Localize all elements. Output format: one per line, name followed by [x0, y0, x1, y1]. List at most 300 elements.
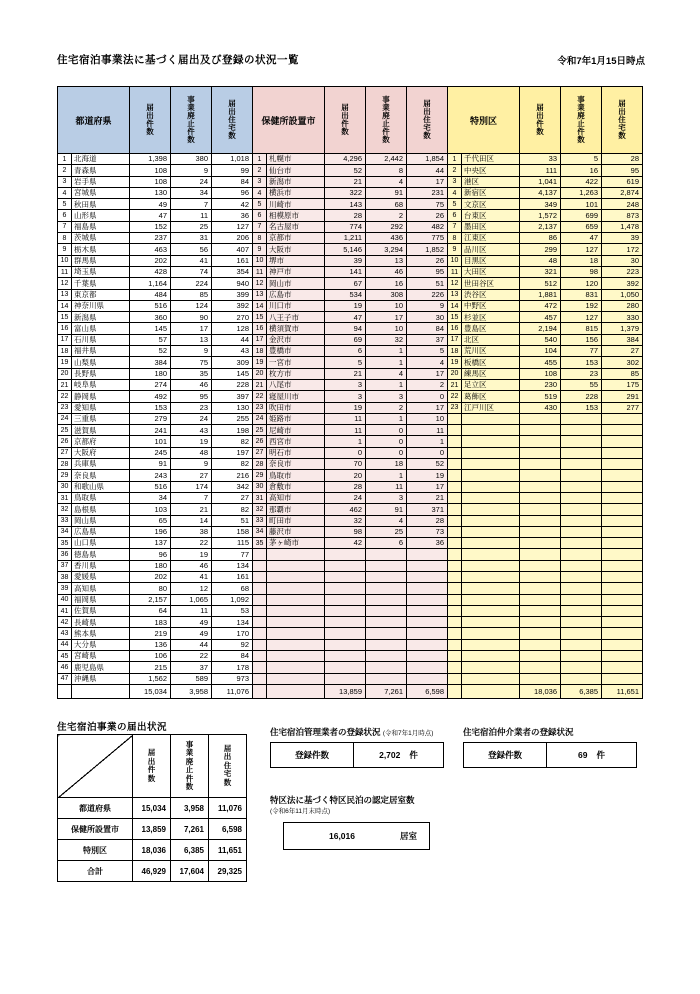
row-number: 23: [253, 402, 267, 413]
stat-value: 99: [212, 165, 253, 176]
stat-value: [520, 504, 561, 515]
stat-value: 95: [407, 266, 448, 277]
stat-value: 484: [130, 289, 171, 300]
main-table-row: [58, 470, 643, 481]
stat-value: 156: [561, 334, 602, 345]
area-name: [462, 447, 520, 458]
area-name: 宮崎県: [72, 651, 130, 662]
area-name: 品川区: [462, 244, 520, 255]
stat-value: 17: [171, 323, 212, 334]
stat-value: 136: [130, 639, 171, 650]
row-number: [448, 504, 462, 515]
row-number: 45: [58, 651, 72, 662]
main-column-header: 事 業 廃 止 件 数: [561, 87, 602, 154]
stat-value: 17: [407, 402, 448, 413]
stat-value: 330: [602, 312, 643, 323]
summary-value: 6,385: [171, 840, 209, 861]
stat-value: 7: [171, 492, 212, 503]
stat-value: [407, 549, 448, 560]
stat-value: [366, 605, 407, 616]
row-number: 13: [448, 289, 462, 300]
main-table-row: [58, 391, 643, 402]
stat-value: [602, 639, 643, 650]
area-name: 石川県: [72, 334, 130, 345]
stat-value: 108: [130, 176, 171, 187]
row-number: 34: [253, 526, 267, 537]
stat-value: 1,092: [212, 594, 253, 605]
main-table-row: [58, 447, 643, 458]
area-name: [267, 628, 325, 639]
stat-value: 180: [130, 368, 171, 379]
group-header-cities: 保健所設置市: [253, 87, 325, 154]
row-number: [448, 628, 462, 639]
stat-value: [520, 538, 561, 549]
stat-value: 384: [602, 334, 643, 345]
area-name: 目黒区: [462, 255, 520, 266]
stat-value: [520, 560, 561, 571]
main-table-row: [58, 289, 643, 300]
main-table-row: [58, 244, 643, 255]
total-row-blank: [253, 684, 267, 698]
row-number: 10: [253, 255, 267, 266]
row-number: 10: [448, 255, 462, 266]
stat-value: [520, 583, 561, 594]
stat-value: 19: [171, 549, 212, 560]
area-name: 渋谷区: [462, 289, 520, 300]
stat-value: 68: [366, 199, 407, 210]
stat-value: 55: [561, 379, 602, 390]
stat-value: 462: [325, 504, 366, 515]
tokku-unit: 居室: [399, 831, 417, 841]
stat-value: 4,296: [325, 154, 366, 165]
stat-value: 134: [212, 617, 253, 628]
stat-value: [520, 639, 561, 650]
stat-value: 91: [366, 187, 407, 198]
stat-value: [561, 549, 602, 560]
main-column-header: 届 出 住 宅 数: [212, 87, 253, 154]
stat-value: [602, 538, 643, 549]
stat-value: [520, 526, 561, 537]
stat-value: 31: [171, 233, 212, 244]
main-table-row: [58, 481, 643, 492]
main-table: [57, 86, 643, 699]
area-name: 新宿区: [462, 187, 520, 198]
stat-value: [602, 425, 643, 436]
row-number: [253, 673, 267, 684]
stat-value: 9: [407, 300, 448, 311]
stat-value: [407, 628, 448, 639]
main-table-row: [58, 199, 643, 210]
area-name: 長野県: [72, 368, 130, 379]
row-number: [448, 617, 462, 628]
stat-value: 371: [407, 504, 448, 515]
area-name: 横浜市: [267, 187, 325, 198]
stat-value: 321: [520, 266, 561, 277]
stat-value: 51: [407, 278, 448, 289]
stat-value: 10: [407, 413, 448, 424]
stat-value: 108: [520, 368, 561, 379]
stat-value: 94: [325, 323, 366, 334]
manager-registration-note: (令和7年1月時点): [382, 730, 434, 737]
row-number: [448, 549, 462, 560]
main-table-row: [58, 639, 643, 650]
diagonal-header-cell: [58, 735, 133, 798]
area-name: [462, 538, 520, 549]
stat-value: [561, 538, 602, 549]
stat-value: 219: [130, 628, 171, 639]
row-number: 40: [58, 594, 72, 605]
main-table-row: [58, 662, 643, 673]
stat-value: 28: [325, 481, 366, 492]
stat-value: 6: [366, 538, 407, 549]
stat-value: 178: [212, 662, 253, 673]
stat-value: 80: [130, 583, 171, 594]
row-number: 24: [58, 413, 72, 424]
stat-value: 422: [561, 176, 602, 187]
stat-value: 25: [171, 221, 212, 232]
stat-value: [407, 560, 448, 571]
page-header: [57, 52, 645, 67]
row-number: 37: [58, 560, 72, 571]
row-number: 36: [58, 549, 72, 560]
stat-value: [366, 549, 407, 560]
stat-value: 91: [130, 459, 171, 470]
area-name: 江東区: [462, 233, 520, 244]
stat-value: 0: [366, 436, 407, 447]
area-name: 那覇市: [267, 504, 325, 515]
stat-value: 231: [407, 187, 448, 198]
stat-value: 13: [366, 255, 407, 266]
stat-value: [366, 560, 407, 571]
stat-value: 26: [407, 210, 448, 221]
stat-value: 360: [130, 312, 171, 323]
stat-value: 0: [366, 425, 407, 436]
stat-value: 57: [130, 334, 171, 345]
stat-value: 101: [561, 199, 602, 210]
stat-value: 11: [366, 481, 407, 492]
stat-value: 47: [325, 312, 366, 323]
row-number: 9: [448, 244, 462, 255]
area-name: 練馬区: [462, 368, 520, 379]
stat-value: 37: [171, 662, 212, 673]
stat-value: [520, 651, 561, 662]
stat-value: 85: [602, 368, 643, 379]
stat-value: 5: [325, 357, 366, 368]
main-table-row: [58, 357, 643, 368]
stat-value: 27: [212, 492, 253, 503]
stat-value: 973: [212, 673, 253, 684]
stat-value: 815: [561, 323, 602, 334]
stat-value: 42: [325, 538, 366, 549]
stat-value: [602, 662, 643, 673]
stat-value: 2,874: [602, 187, 643, 198]
stat-value: 75: [407, 199, 448, 210]
summary-value: 6,598: [209, 819, 247, 840]
stat-value: [325, 662, 366, 673]
stat-value: 540: [520, 334, 561, 345]
row-number: 38: [58, 571, 72, 582]
area-name: 高知県: [72, 583, 130, 594]
row-number: 3: [448, 176, 462, 187]
row-number: 5: [253, 199, 267, 210]
stat-value: 299: [520, 244, 561, 255]
row-number: 21: [253, 379, 267, 390]
tokku-value: 16,016: [328, 831, 355, 841]
stat-value: [520, 605, 561, 616]
area-name: 岡山市: [267, 278, 325, 289]
stat-value: 279: [130, 413, 171, 424]
area-name: 高知市: [267, 492, 325, 503]
broker-registration-box: [463, 742, 637, 768]
main-table-row: [58, 221, 643, 232]
total-row-blank: [58, 684, 72, 698]
stat-value: 82: [212, 459, 253, 470]
summary-value: 7,261: [171, 819, 209, 840]
stat-value: 10: [366, 323, 407, 334]
row-number: 41: [58, 605, 72, 616]
row-number: 42: [58, 617, 72, 628]
stat-value: [407, 571, 448, 582]
stat-value: 46: [171, 379, 212, 390]
stat-value: 175: [602, 379, 643, 390]
total-row-blank: [462, 684, 520, 698]
area-name: 大阪府: [72, 447, 130, 458]
area-name: 静岡県: [72, 391, 130, 402]
area-name: [462, 571, 520, 582]
stat-value: [602, 504, 643, 515]
area-name: 神戸市: [267, 266, 325, 277]
stat-value: 241: [130, 425, 171, 436]
manager-registration-value: 2,702: [379, 750, 401, 760]
row-number: [448, 673, 462, 684]
row-number: 17: [58, 334, 72, 345]
area-name: [462, 617, 520, 628]
row-number: 6: [58, 210, 72, 221]
row-number: 9: [58, 244, 72, 255]
row-number: 14: [253, 300, 267, 311]
row-number: 21: [58, 379, 72, 390]
row-number: [448, 515, 462, 526]
stat-value: 274: [130, 379, 171, 390]
broker-registration-title: [463, 726, 574, 738]
area-name: [462, 594, 520, 605]
summary-row-label: 特別区: [58, 840, 133, 861]
area-name: 沖縄県: [72, 673, 130, 684]
stat-value: 197: [212, 447, 253, 458]
stat-value: 21: [325, 176, 366, 187]
summary-value: 11,651: [209, 840, 247, 861]
row-number: 1: [58, 154, 72, 165]
main-column-header: 届 出 住 宅 数: [602, 87, 643, 154]
area-name: 島根県: [72, 504, 130, 515]
stat-value: [366, 662, 407, 673]
area-name: 一宮市: [267, 357, 325, 368]
summary-value: 13,859: [133, 819, 171, 840]
stat-value: 44: [171, 639, 212, 650]
stat-value: [602, 571, 643, 582]
stat-value: 52: [325, 165, 366, 176]
stat-value: [407, 605, 448, 616]
row-number: [448, 470, 462, 481]
row-number: [253, 662, 267, 673]
stat-value: 455: [520, 357, 561, 368]
stat-value: 74: [171, 266, 212, 277]
row-number: [253, 639, 267, 650]
stat-value: [602, 492, 643, 503]
stat-value: [561, 639, 602, 650]
stat-value: 512: [520, 278, 561, 289]
area-name: 倉敷市: [267, 481, 325, 492]
row-number: 18: [253, 346, 267, 357]
area-name: [462, 651, 520, 662]
stat-value: 141: [325, 266, 366, 277]
stat-value: 8: [366, 165, 407, 176]
row-number: 31: [253, 492, 267, 503]
stat-value: 35: [171, 368, 212, 379]
main-table-row: [58, 605, 643, 616]
stat-value: 24: [171, 413, 212, 424]
stat-value: 27: [602, 346, 643, 357]
stat-value: 9: [171, 346, 212, 357]
main-table-row: [58, 673, 643, 684]
stat-value: 127: [212, 221, 253, 232]
stat-value: [602, 628, 643, 639]
main-table-row: [58, 323, 643, 334]
stat-value: 145: [212, 368, 253, 379]
area-name: 富山県: [72, 323, 130, 334]
stat-value: 831: [561, 289, 602, 300]
stat-value: 230: [520, 379, 561, 390]
main-table-row: [58, 346, 643, 357]
row-number: 18: [58, 346, 72, 357]
stat-value: 1,562: [130, 673, 171, 684]
stat-value: 12: [171, 583, 212, 594]
row-number: 24: [253, 413, 267, 424]
stat-value: 82: [212, 504, 253, 515]
stat-value: 11: [325, 425, 366, 436]
stat-value: 183: [130, 617, 171, 628]
area-name: 明石市: [267, 447, 325, 458]
stat-value: 0: [407, 447, 448, 458]
area-name: 枚方市: [267, 368, 325, 379]
summary-row-total: [58, 861, 247, 882]
stat-value: 11: [171, 605, 212, 616]
row-number: 5: [58, 199, 72, 210]
stat-value: 1,881: [520, 289, 561, 300]
row-number: 34: [58, 526, 72, 537]
stat-value: [407, 673, 448, 684]
stat-value: [602, 594, 643, 605]
area-name: 西宮市: [267, 436, 325, 447]
row-number: 25: [253, 425, 267, 436]
stat-value: 41: [171, 571, 212, 582]
main-table-row: [58, 459, 643, 470]
row-number: 4: [58, 187, 72, 198]
row-number: 28: [58, 459, 72, 470]
row-number: 15: [448, 312, 462, 323]
stat-value: 940: [212, 278, 253, 289]
stat-value: [407, 639, 448, 650]
stat-value: 237: [130, 233, 171, 244]
stat-value: [520, 549, 561, 560]
row-number: 9: [253, 244, 267, 255]
group-total-value: 7,261: [366, 684, 407, 698]
row-number: [448, 594, 462, 605]
stat-value: [561, 651, 602, 662]
stat-value: 308: [366, 289, 407, 300]
main-table-row: [58, 312, 643, 323]
area-name: 川口市: [267, 300, 325, 311]
stat-value: 228: [212, 379, 253, 390]
area-name: 名古屋市: [267, 221, 325, 232]
row-number: [448, 447, 462, 458]
stat-value: [520, 617, 561, 628]
stat-value: 774: [325, 221, 366, 232]
stat-value: [325, 639, 366, 650]
tokku-title: [270, 795, 415, 817]
area-name: 奈良市: [267, 459, 325, 470]
area-name: 杉並区: [462, 312, 520, 323]
area-name: [462, 515, 520, 526]
stat-value: 152: [130, 221, 171, 232]
stat-value: 158: [212, 526, 253, 537]
stat-value: 36: [212, 210, 253, 221]
area-name: 寝屋川市: [267, 391, 325, 402]
stat-value: 245: [130, 447, 171, 458]
main-column-header: 事 業 廃 止 件 数: [366, 87, 407, 154]
area-name: 群馬県: [72, 255, 130, 266]
area-name: 三重県: [72, 413, 130, 424]
stat-value: 0: [366, 447, 407, 458]
stat-value: 2,137: [520, 221, 561, 232]
broker-registration-unit: 件: [596, 750, 605, 760]
row-number: 13: [253, 289, 267, 300]
stat-value: 589: [171, 673, 212, 684]
stat-value: 34: [171, 187, 212, 198]
stat-value: 91: [366, 504, 407, 515]
area-name: 豊島区: [462, 323, 520, 334]
stat-value: 1: [366, 346, 407, 357]
row-number: 30: [58, 481, 72, 492]
stat-value: 43: [212, 346, 253, 357]
stat-value: [520, 459, 561, 470]
stat-value: 69: [325, 334, 366, 345]
stat-value: 53: [212, 605, 253, 616]
page-title: 住宅宿泊事業法に基づく届出及び登録の状況一覧: [57, 54, 299, 66]
stat-value: [602, 515, 643, 526]
stat-value: 73: [407, 526, 448, 537]
stat-value: 77: [561, 346, 602, 357]
area-name: [267, 605, 325, 616]
stat-value: 20: [325, 470, 366, 481]
stat-value: 52: [130, 346, 171, 357]
total-row-blank: [267, 684, 325, 698]
stat-value: 84: [212, 176, 253, 187]
group-header-wards: 特別区: [448, 87, 520, 154]
main-table-row: [58, 154, 643, 165]
stat-value: 23: [561, 368, 602, 379]
stat-value: 18: [366, 459, 407, 470]
stat-value: 27: [171, 470, 212, 481]
main-table-row: [58, 571, 643, 582]
stat-value: 6: [325, 346, 366, 357]
stat-value: 534: [325, 289, 366, 300]
row-number: [448, 526, 462, 537]
summary-value: 29,325: [209, 861, 247, 882]
stat-value: 22: [171, 538, 212, 549]
stat-value: [602, 617, 643, 628]
manager-registration-title-text: 住宅宿泊管理業者の登録状況: [270, 727, 381, 737]
